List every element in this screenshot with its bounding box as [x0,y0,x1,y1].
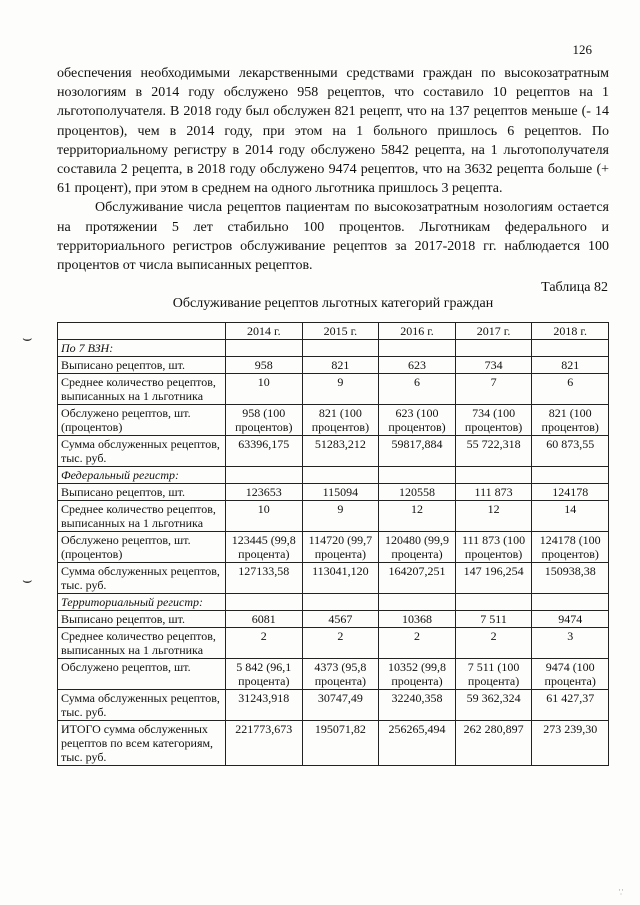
row-label: Выписано рецептов, шт. [58,611,226,628]
table-cell [379,340,456,357]
table-row [58,563,609,594]
table-cell: 31243,918 [226,690,303,721]
table-section-row [58,467,609,484]
table-cell: 273 239,30 [532,721,609,766]
table-cell: 2 [226,628,303,659]
table-cell: 14 [532,501,609,532]
table-cell: 3 [532,628,609,659]
row-label: Выписано рецептов, шт. [58,357,226,374]
table-cell [532,340,609,357]
table-cell [532,467,609,484]
table-row [58,357,609,374]
body-text [57,64,609,275]
table-row [58,690,609,721]
table-cell: 5 842 (96,1 процента) [226,659,303,690]
row-label: Среднее количество рецептов, выписанных на 1 льготника [58,374,226,405]
table-cell: 2 [379,628,456,659]
page-number: 126 [572,42,592,57]
table-cell: 120558 [379,484,456,501]
table-cell: 111 873 (100 процентов) [455,532,532,563]
table-cell [226,467,303,484]
table-cell: 9 [302,501,379,532]
table-cell: 2 [455,628,532,659]
row-label: Сумма обслуженных рецептов, тыс. руб. [58,563,226,594]
table-cell: 2 [302,628,379,659]
table-row [58,628,609,659]
table-row [58,721,609,766]
table-cell: 734 [455,357,532,374]
table-cell: 958 (100 процентов) [226,405,303,436]
table-cell [455,594,532,611]
row-label: Обслужено рецептов, шт. (процентов) [58,405,226,436]
table-cell: 61 427,37 [532,690,609,721]
table-cell: 32240,358 [379,690,456,721]
table-cell [379,467,456,484]
table-header-cell: 2016 г. [379,323,456,340]
table-cell: 821 [532,357,609,374]
table-row [58,405,609,436]
table-cell: 9 [302,374,379,405]
table-cell: 10368 [379,611,456,628]
table-cell: 195071,82 [302,721,379,766]
table-cell: 9474 (100 процента) [532,659,609,690]
margin-mark: ⌣ [22,572,33,589]
table-cell [302,340,379,357]
row-label: Среднее количество рецептов, выписанных на 1 льготника [58,501,226,532]
table-cell [379,594,456,611]
table-cell: 12 [455,501,532,532]
table-row [58,611,609,628]
table-cell: 124178 (100 процентов) [532,532,609,563]
table-title: Обслуживание рецептов льготных категорий граждан [172,296,494,311]
table-cell: 10352 (99,8 процента) [379,659,456,690]
table-cell: 10 [226,501,303,532]
table-row [58,374,609,405]
table-cell [302,467,379,484]
table-header-cell [58,323,226,340]
table-cell: 10 [226,374,303,405]
corner-mark: ·̣· [618,885,624,895]
table-cell: 59 362,324 [455,690,532,721]
table-cell: 60 873,55 [532,436,609,467]
table-cell [302,594,379,611]
table-body [58,340,609,766]
table-cell: 124178 [532,484,609,501]
table-section-row [58,340,609,357]
table-cell [532,594,609,611]
table-row [58,484,609,501]
table-cell: 51283,212 [302,436,379,467]
table-cell: 6 [532,374,609,405]
table-cell: 221773,673 [226,721,303,766]
table-cell: 7 511 (100 процента) [455,659,532,690]
table-cell: 127133,58 [226,563,303,594]
table-cell: 623 (100 процентов) [379,405,456,436]
table-cell: 4373 (95,8 процента) [302,659,379,690]
row-label: Выписано рецептов, шт. [58,484,226,501]
table-cell: 7 [455,374,532,405]
row-label: Обслужено рецептов, шт. (процентов) [58,532,226,563]
paragraph-2: Обслуживание числа рецептов пациентам по высокозатратным нозологиям остается на протяжении 5 лет стабильно 100 процентов. Льготникам федерального и территориального регистров обслуживание рецептов за 2017-2018 гг. наблюдается 100 процентов от числа выписанных рецептов. [57,200,609,274]
paragraph-1: обеспечения необходимыми лекарственными средствами граждан по высокозатратным нозологиям в 2014 году обслужено 958 рецептов, что составило 10 рецептов на 1 льготополучателя. В 2018 году был обслужен 821 рецепт, что на 137 рецептов меньше (- 14 процентов), чем в 2014 году, при этом на 1 больного пришлось 6 рецептов. По территориальному регистру в 2014 году обслужено 5842 рецепта, на 1 льготополучателя составила 2 рецепта, в 2018 году обслужено 9474 рецептов, что на 3632 рецепта больше (+ 61 процент), при этом в среднем на одного льготника пришлось 3 рецепта. [57,66,609,197]
table-cell: 111 873 [455,484,532,501]
table-cell: 6081 [226,611,303,628]
table-row [58,436,609,467]
table-cell: 12 [379,501,456,532]
row-label: Среднее количество рецептов, выписанных на 1 льготника [58,628,226,659]
table-cell: 123653 [226,484,303,501]
table-cell: 734 (100 процентов) [455,405,532,436]
table-cell [226,340,303,357]
table-cell: 113041,120 [302,563,379,594]
table-header-cell: 2015 г. [302,323,379,340]
table-cell: 164207,251 [379,563,456,594]
table-row [58,501,609,532]
table-label: Таблица 82 [541,280,608,295]
table-cell: 115094 [302,484,379,501]
table-cell: 147 196,254 [455,563,532,594]
row-label: Сумма обслуженных рецептов, тыс. руб. [58,436,226,467]
table-header-cell: 2018 г. [532,323,609,340]
table-cell: 59817,884 [379,436,456,467]
table-cell: 821 [302,357,379,374]
table-cell: 623 [379,357,456,374]
table-cell: 9474 [532,611,609,628]
table-section-row [58,594,609,611]
table-header-row [58,323,609,340]
table-cell [226,594,303,611]
table-cell: 821 (100 процентов) [302,405,379,436]
table-row [58,659,609,690]
table-cell: 256265,494 [379,721,456,766]
prescriptions-table [57,322,609,766]
table-cell: 821 (100 процентов) [532,405,609,436]
table-cell: 958 [226,357,303,374]
table-cell: 120480 (99,9 процента) [379,532,456,563]
table-cell: 7 511 [455,611,532,628]
table-cell: 114720 (99,7 процента) [302,532,379,563]
table-cell: 6 [379,374,456,405]
section-label: Федеральный регистр: [58,467,226,484]
table-cell: 55 722,318 [455,436,532,467]
section-label: По 7 ВЗН: [58,340,226,357]
margin-mark: ⌣ [22,330,33,347]
table-cell: 4567 [302,611,379,628]
table-row [58,532,609,563]
table-cell: 123445 (99,8 процента) [226,532,303,563]
table-header-cell: 2014 г. [226,323,303,340]
table-header-cell: 2017 г. [455,323,532,340]
section-label: Территориальный регистр: [58,594,226,611]
row-label: Сумма обслуженных рецептов, тыс. руб. [58,690,226,721]
table-cell: 262 280,897 [455,721,532,766]
table-cell: 63396,175 [226,436,303,467]
row-label: Обслужено рецептов, шт. [58,659,226,690]
table-cell [455,340,532,357]
table-cell: 30747,49 [302,690,379,721]
table-cell [455,467,532,484]
table-cell: 150938,38 [532,563,609,594]
row-label: ИТОГО сумма обслуженных рецептов по всем категориям, тыс. руб. [58,721,226,766]
